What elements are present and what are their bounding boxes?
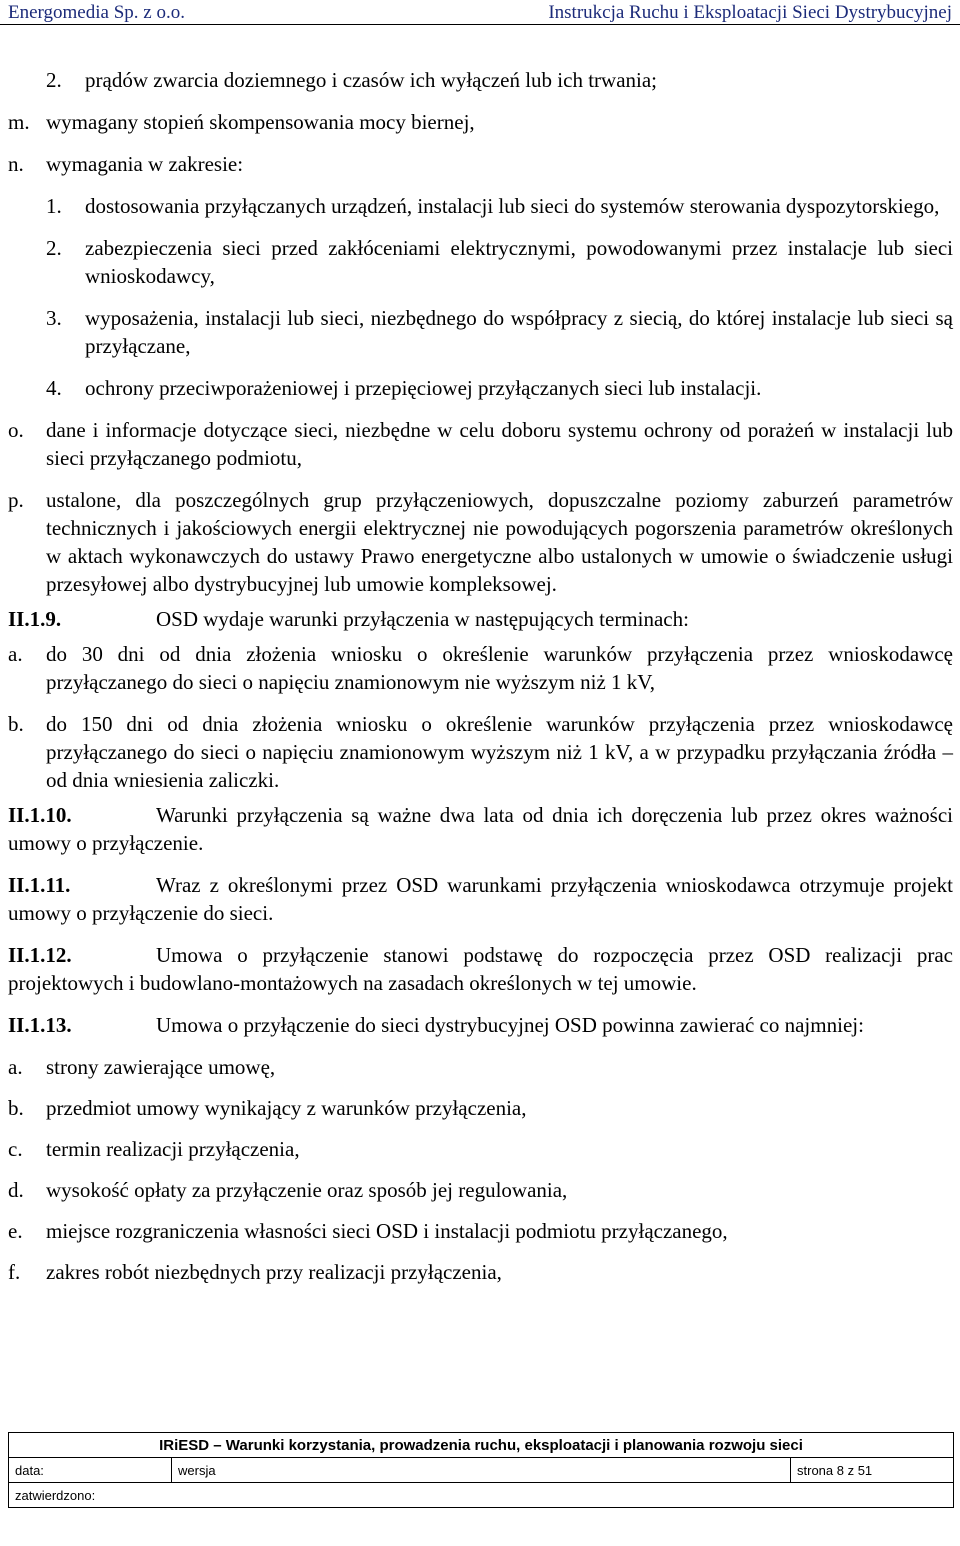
list-item-marker: p. [8,488,24,512]
list-item [8,150,953,178]
section-II-1-12 [8,941,953,997]
list-item-marker: c. [8,1137,23,1161]
list-item-text: wyposażenia, instalacji lub sieci, niezbędnego do współpracy z siecią, do której instalacje lub sieci są przyłączane, [85,306,953,358]
list-item-marker: d. [8,1178,24,1202]
list-item [8,1176,953,1204]
section-II-1-13 [8,1011,953,1039]
list-item-text: wymagania w zakresie: [46,152,244,176]
footer-page-number: strona 8 z 51 [791,1458,954,1483]
list-item-marker: 3. [46,306,62,330]
list-item-text: ochrony przeciwporażeniowej i przepięciowej przyłączanych sieci lub instalacji. [85,376,762,400]
list-item [8,192,953,220]
document-body [8,66,953,1286]
section-II-1-10 [8,801,953,857]
section-II-1-11 [8,871,953,927]
page-footer [8,1432,954,1508]
list-item-text: ustalone, dla poszczególnych grup przyłączeniowych, dopuszczalne poziomy zaburzeń parametrów technicznych i jakościowych energii elektrycznej nie powodujących pogorszenia parametrów określonych w aktach wykonawczych do ustawy Prawo energetyczne albo ustalonych w umowie o świadczenie usługi przesyłowej albo dystrybucyjnej lub umowie kompleksowej. [46,488,953,596]
list-item [8,234,953,290]
section-text: Umowa o przyłączenie stanowi podstawę do rozpoczęcia przez OSD realizacji prac projektowych i budowlano-montażowych na zasadach określonych w tej umowie. [8,943,953,995]
list-item-text: przedmiot umowy wynikający z warunków przyłączenia, [46,1096,527,1120]
page-header [0,0,960,25]
list-item-marker: b. [8,712,24,736]
list-item [8,640,953,696]
footer-version-label: wersja [172,1458,791,1483]
list-item-marker: a. [8,642,23,666]
section-text: Warunki przyłączenia są ważne dwa lata od dnia ich doręczenia lub przez okres ważności umowy o przyłączenie. [8,803,953,855]
list-item-text: prądów zwarcia doziemnego i czasów ich wyłączeń lub ich trwania; [85,68,658,92]
list-item-text: strony zawierające umowę, [46,1055,276,1079]
list-item-marker: o. [8,418,24,442]
section-text: Wraz z określonymi przez OSD warunkami przyłączenia wnioskodawca otrzymuje projekt umowy o przyłączenie do sieci. [8,873,953,925]
list-item [8,374,953,402]
list-item-marker: 4. [46,376,62,400]
footer-approved-label: zatwierdzono: [9,1483,954,1508]
list-item-text: zakres robót niezbędnych przy realizacji przyłączenia, [46,1260,502,1284]
list-item [8,710,953,794]
footer-date-label: data: [9,1458,172,1483]
section-number: II.1.13. [8,1013,72,1037]
list-item-marker: b. [8,1096,24,1120]
section-number: II.1.11. [8,873,71,897]
section-number: II.1.9. [8,607,62,631]
list-item-text: wysokość opłaty za przyłączenie oraz sposób jej regulowania, [46,1178,568,1202]
list-item [8,108,953,136]
list-item-text: dane i informacje dotyczące sieci, niezbędne w celu doboru systemu ochrony od porażeń w instalacji lub sieci przyłączanego podmiotu, [46,418,953,470]
list-item-marker: 2. [46,236,62,260]
list-item-text: do 30 dni od dnia złożenia wniosku o określenie warunków przyłączenia przez wnioskodawcę przyłączanego do sieci o napięciu znamionowym nie wyższym niż 1 kV, [46,642,953,694]
list-item-text: dostosowania przyłączanych urządzeń, instalacji lub sieci do systemów sterowania dyspozytorskiego, [85,194,940,218]
section-number: II.1.12. [8,943,72,967]
list-item-marker: a. [8,1055,23,1079]
list-item-marker: e. [8,1219,23,1243]
section-number: II.1.10. [8,803,72,827]
section-text: OSD wydaje warunki przyłączenia w następujących terminach: [156,607,689,631]
contract-contents-list [8,1053,953,1286]
section-text: Umowa o przyłączenie do sieci dystrybucyjnej OSD powinna zawierać co najmniej: [156,1013,864,1037]
footer-title: IRiESD – Warunki korzystania, prowadzenia ruchu, eksploatacji i planowania rozwoju sieci [9,1433,954,1458]
list-item [8,1135,953,1163]
list-item [8,1053,953,1081]
list-item-marker: 1. [46,194,62,218]
deadline-list [8,640,953,794]
list-item-text: termin realizacji przyłączenia, [46,1137,300,1161]
list-item [8,66,953,94]
company-name: Energomedia Sp. z o.o. [8,2,185,23]
list-item [8,486,953,598]
list-item-text: zabezpieczenia sieci przed zakłóceniami elektrycznymi, powodowanymi przez instalacje lub sieci wnioskodawcy, [85,236,953,288]
list-item-marker: 2. [46,68,62,92]
requirements-list [8,66,953,598]
list-item-text: wymagany stopień skompensowania mocy biernej, [46,110,475,134]
list-item-text: miejsce rozgraniczenia własności sieci OSD i instalacji podmiotu przyłączanego, [46,1219,728,1243]
list-item-text: do 150 dni od dnia złożenia wniosku o określenie warunków przyłączenia przez wnioskodawcę przyłączanego do sieci o napięciu znamionowym wyższym niż 1 kV, a w przypadku przyłączania źródła – od dnia wniesienia zaliczki. [46,712,953,792]
list-item [8,304,953,360]
list-item [8,416,953,472]
list-item-marker: n. [8,152,24,176]
list-item [8,1217,953,1245]
section-II-1-9 [8,605,953,633]
list-item [8,1258,953,1286]
list-item-marker: m. [8,110,30,134]
list-item [8,1094,953,1122]
document-title: Instrukcja Ruchu i Eksploatacji Sieci Dystrybucyjnej [548,2,952,23]
list-item-marker: f. [8,1260,21,1284]
